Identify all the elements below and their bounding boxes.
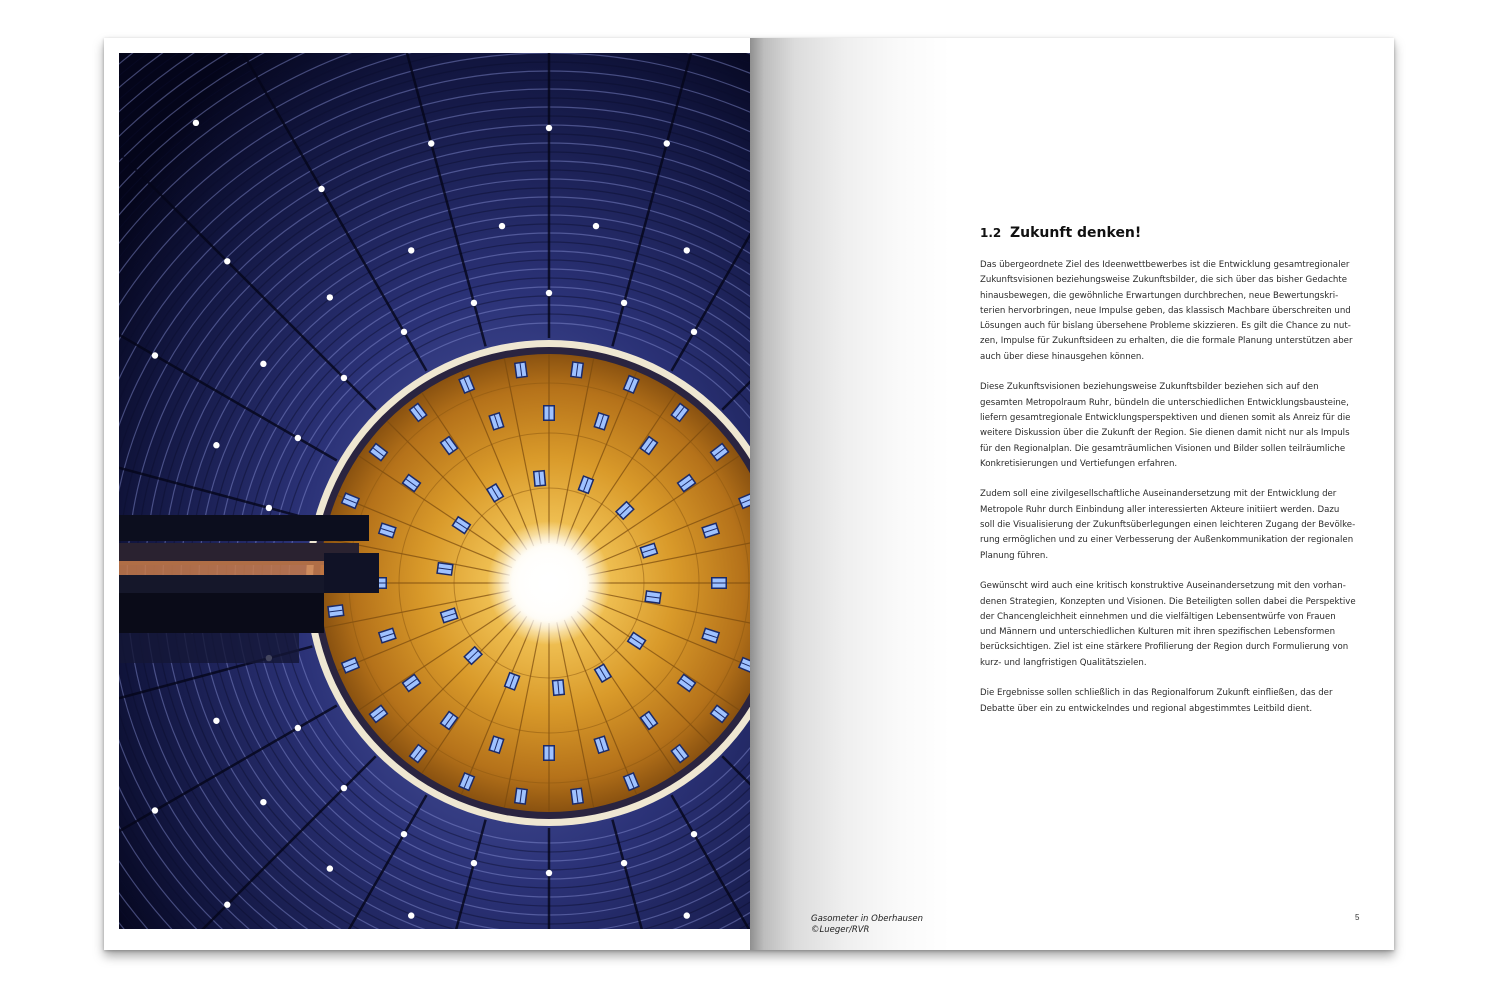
shell-light: [691, 831, 697, 837]
dome-window: [533, 470, 546, 487]
text-line: Das übergeordnete Ziel des Ideenwettbewerbes ist die Entwicklung gesamtregionaler: [980, 260, 1350, 270]
text-line: Metropole Ruhr durch Einbindung aller interessierten Akteure initiiert werden. Dazu: [980, 504, 1340, 515]
shell-light: [691, 329, 697, 335]
text-line: liefern gesamtregionale Entwicklungsperspektiven und dienen somit als Anreiz für die: [980, 412, 1351, 423]
text-line: Debatte über ein zu entwickelndes und regional abgestimmtes Leitbild dient.: [980, 703, 1313, 714]
shell-light: [621, 860, 627, 866]
dome-window: [543, 405, 555, 421]
section-heading: [980, 225, 1141, 241]
shell-light: [260, 361, 266, 367]
shell-light: [546, 290, 552, 296]
dome-window: [514, 787, 528, 804]
text-line: Gewünscht wird auch eine kritisch konstruktive Auseinandersetzung mit den vorhan-: [980, 581, 1346, 592]
shell-light: [295, 725, 301, 731]
body-paragraph: [980, 686, 1360, 717]
text-line: terien hervorbringen, neue Impulse geben, das klassisch Machbare überschreiten und: [980, 305, 1351, 316]
shell-light: [213, 442, 219, 448]
text-line: gesamten Metropolraum Ruhr, bündeln die unterschiedlichen Entwicklungsbausteine,: [980, 397, 1349, 408]
gasometer-dome-image: [119, 53, 750, 929]
shell-light: [318, 186, 324, 192]
shell-light: [341, 785, 347, 791]
text-line: für den Regionalplan. Die gesamträumlichen Visionen und Bilder sollen teilräumliche: [980, 443, 1346, 454]
shell-light: [684, 912, 690, 918]
shell-light: [327, 865, 333, 871]
text-line: soll die Visualisierung der Zukunftsüberlegungen einen leichteren Zugang der Bevölke-: [980, 520, 1356, 531]
body-paragraph: [980, 579, 1360, 671]
shell-light: [152, 352, 158, 358]
text-line: der Chancengleichheit einnehmen und die vielfältigen Lebensentwürfe von Frauen: [980, 611, 1336, 622]
shell-light: [224, 258, 230, 264]
body-paragraph: [980, 380, 1360, 472]
shell-light: [327, 294, 333, 300]
body-paragraph: [980, 258, 1360, 365]
text-line: Lösungen auch für bislang übersehene Probleme skizzieren. Es gilt die Chance zu nut-: [980, 321, 1351, 332]
shell-light: [295, 435, 301, 441]
photo-caption: [811, 914, 1011, 936]
shell-light: [193, 120, 199, 126]
shell-light: [499, 223, 505, 229]
dome-window: [543, 745, 555, 761]
text-line: zen, Impulse für Zukunftsideen zu erhalten, die die formale Planung unterstützen aber: [980, 336, 1353, 347]
shell-light: [428, 140, 434, 146]
shell-light: [546, 870, 552, 876]
left-page: [104, 38, 750, 950]
shell-light: [684, 247, 690, 253]
shell-light: [593, 223, 599, 229]
magazine-spread: [104, 38, 1394, 950]
page-number: 5: [1355, 913, 1360, 922]
body-text: [980, 258, 1360, 732]
text-line: Die Ergebnisse sollen schließlich in das Regionalforum Zukunft einfließen, das der: [980, 688, 1333, 699]
shell-light: [341, 375, 347, 381]
text-line: berücksichtigen. Ziel ist eine stärkere Profilierung der Region durch Formulierung von: [980, 642, 1349, 653]
text-line: kurz- und langfristigen Qualitätszielen.: [980, 657, 1147, 668]
shell-light: [401, 329, 407, 335]
caption-title: Gasometer in Oberhausen: [811, 914, 923, 924]
dome-window: [436, 562, 453, 576]
text-line: Konkretisierungen und Vertiefungen erfahren.: [980, 458, 1178, 469]
shell-light: [401, 831, 407, 837]
dome-window: [570, 787, 584, 804]
dome-window: [514, 361, 528, 378]
shell-light: [546, 125, 552, 131]
body-paragraph: [980, 487, 1360, 563]
text-line: Zudem soll eine zivilgesellschaftliche Auseinandersetzung mit der Entwicklung der: [980, 489, 1337, 500]
dome-window: [644, 590, 661, 604]
text-line: und Männern und unterschiedlichen Kulturen mit ihren spezifischen Lebensformen: [980, 627, 1336, 638]
text-line: hinausbewegen, die gewöhnliche Erwartungen durchbrechen, neue Bewertungskri-: [980, 290, 1339, 301]
section-number: 1.2: [980, 226, 1002, 240]
caption-credit: ©Lueger/RVR: [811, 925, 870, 935]
shell-light: [260, 799, 266, 805]
text-line: Planung führen.: [980, 550, 1049, 561]
dome-window: [552, 679, 565, 696]
text-line: denen Strategien, Konzepten und Visionen. Die Beteiligten sollen dabei die Perspektive: [980, 596, 1356, 607]
section-title: Zukunft denken!: [1010, 225, 1142, 241]
shell-light: [408, 247, 414, 253]
shell-light: [664, 140, 670, 146]
text-line: rung ermöglichen und zu einer Verbesserung der Außenkommunikation der regionalen: [980, 535, 1354, 546]
shell-light: [471, 860, 477, 866]
dome-window: [570, 361, 584, 378]
text-line: Diese Zukunftsvisionen beziehungsweise Zukunftsbilder beziehen sich auf den: [980, 382, 1319, 393]
shell-light: [266, 505, 272, 511]
shell-light: [408, 912, 414, 918]
text-line: weitere Diskussion über die Zukunft der Region. Sie dienen damit nicht nur als Impuls: [980, 428, 1350, 439]
gasometer-photo: [119, 53, 750, 929]
shell-light: [213, 718, 219, 724]
text-line: auch über diese hinausgehen können.: [980, 351, 1145, 362]
shell-light: [152, 807, 158, 813]
shell-light: [224, 902, 230, 908]
shell-light: [471, 300, 477, 306]
shell-light: [621, 300, 627, 306]
dome-window: [711, 577, 727, 589]
dome-window: [327, 604, 344, 618]
text-line: Zukunftsvisionen beziehungsweise Zukunftsbilder, die sich über das bisher Gedachte: [980, 275, 1348, 286]
skylight: [487, 521, 611, 645]
